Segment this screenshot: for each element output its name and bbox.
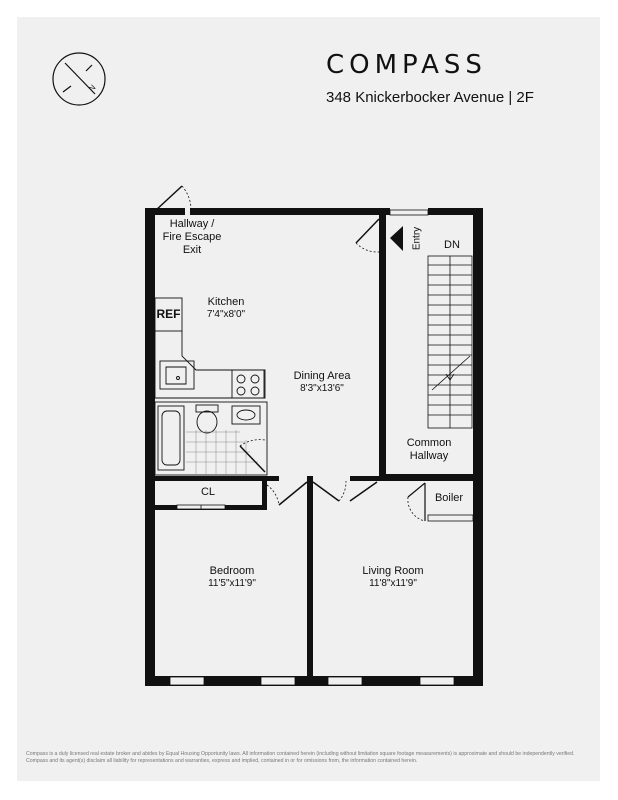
refrigerator-label: REF [156,307,181,321]
closet-doors [177,505,225,510]
dining-area-label: Dining Area 8'3"x13'6" [293,370,351,394]
kitchen-label: Kitchen 7'4"x8'0" [206,296,246,320]
room-doors [267,481,377,505]
hallway-label: Hallway / Fire Escape Exit [162,218,222,256]
compass-rose-icon [53,53,105,105]
bedroom-label: Bedroom 11'5"x11'9" [208,565,256,589]
stairs-down-label: DN [444,239,460,251]
closet-label: CL [200,486,216,498]
bathroom [155,402,267,475]
entry-arrow-icon [390,226,403,251]
boiler-label: Boiler [434,492,464,504]
north-label: N [87,82,98,94]
entry-label: Entry [411,226,423,251]
common-hallway-label: Common Hallway [406,437,452,462]
living-room-label: Living Room 11'8"x11'9" [362,565,424,589]
common-hallway-walls [379,474,483,481]
property-address: 348 Knickerbocker Avenue | 2F [326,89,534,106]
legal-disclaimer: Compass is a duly licensed real estate broker and abides by Equal Housing Opportunity laws. All information contained herein (including without limitation square footage measurements) is approximate and should be independently verified. Compass and its agent(s) disclaim all liability for representations and warranties, express and implied, contained in or for omissions from, the information contained herein. [26,751,575,764]
stairs [428,256,472,428]
brand-logo: COMPASS [326,50,487,80]
fire-escape-door [155,186,191,211]
